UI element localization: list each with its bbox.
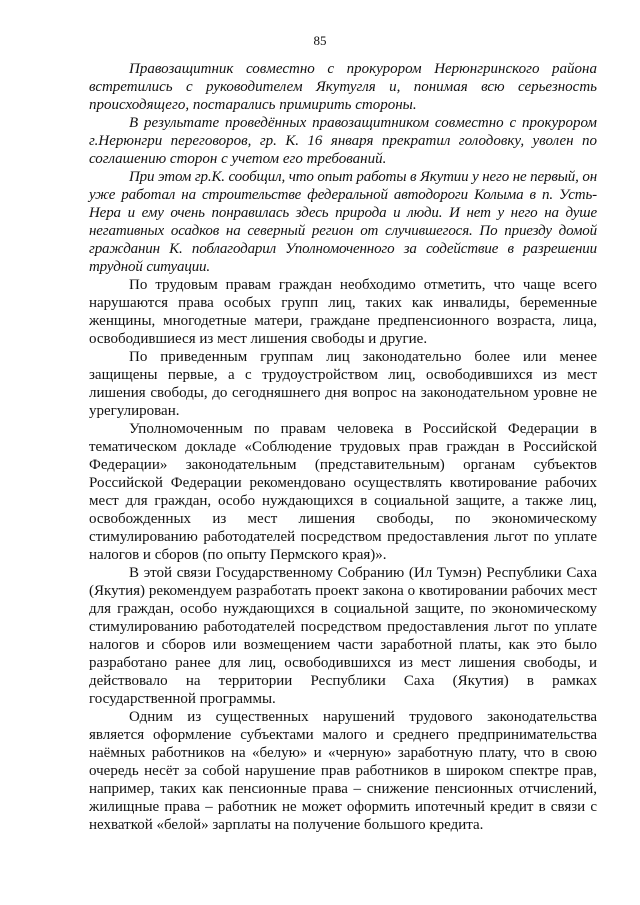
paragraph-mediation: Правозащитник совместно с прокурором Нерюнгринского района встретились с руководителем Якутугля и, понимая всю серьезность происходящего, постарались примирить стороны. (89, 61, 597, 113)
paragraph-negotiation-result: В результате проведённых правозащитником совместно с прокурором г.Нерюнгри переговоров, гр. К. 16 января прекратил голодовку, уволен по соглашению сторон с учетом его требований. (89, 115, 597, 167)
paragraph-labor-rights: По трудовым правам граждан необходимо отметить, что чаще всего нарушаются права особых групп лиц, таких как инвалиды, беременные женщины, многодетные матери, граждане предпенсионного возраста, лица, освободившиеся из мест лишения свободы и другие. (89, 277, 597, 347)
page-number: 85 (313, 33, 327, 48)
paragraph-federal-report: Уполномоченным по правам человека в Российской Федерации в тематическом докладе «Соблюдение трудовых прав граждан в Российской Федерации» законодательным (представительным) органам субъектов Российской Федерации рекомендовано осуществлять квотирование рабочих мест для граждан, особо нуждающихся в социальной защите, а также лиц, освобожденных из мест лишения свободы, по экономическому стимулированию работодателей посредством предоставления льгот по уплате налогов и сборов (по опыту Пермского края)». (89, 421, 597, 563)
paragraph-legal-protection: По приведенным группам лиц законодательно более или менее защищены первые, а с трудоустройством лиц, освободившихся из мест лишения свободы, до сегодняшнего дня вопрос на законодательном уровне не урегулирован. (89, 349, 597, 419)
paragraph-wage-violations: Одним из существенных нарушений трудового законодательства является оформление субъектами малого и среднего предпринимательства наёмных работников на «белую» и «черную» заработную плату, что в свою очередь несёт за собой нарушение прав работников в широком спектре прав, например, таких как пенсионные права – снижение пенсионных отчислений, жилищные права – работник не может оформить ипотечный кредит в связи с нехваткой «белой» зарплаты на получение большого кредита. (89, 709, 597, 833)
document-body (89, 60, 597, 834)
paragraph-citizen-statement: При этом гр.К. сообщил, что опыт работы в Якутии у него не первый, он уже работал на строительстве федеральной автодороги Колыма в п. Усть-Нера и ему очень понравилась здесь природа и люди. И нет у него на душе негативных осадков на северный регион от случившегося. По приезду домой гражданин К. поблагодарил Уполномоченного за содействие в разрешении трудной ситуации. (89, 169, 597, 275)
paragraph-recommendation: В этой связи Государственному Собранию (Ил Тумэн) Республики Саха (Якутия) рекомендуем разработать проект закона о квотировании рабочих мест для граждан, особо нуждающихся в социальной защите, по экономическому стимулированию работодателей посредством предоставления льгот по уплате налогов и сборов или возмещением части заработной платы, как это было разработано ранее для лиц, освободившихся из мест лишения свободы, и действовало на территории Республики Саха (Якутия) в рамках государственной программы. (89, 565, 597, 707)
